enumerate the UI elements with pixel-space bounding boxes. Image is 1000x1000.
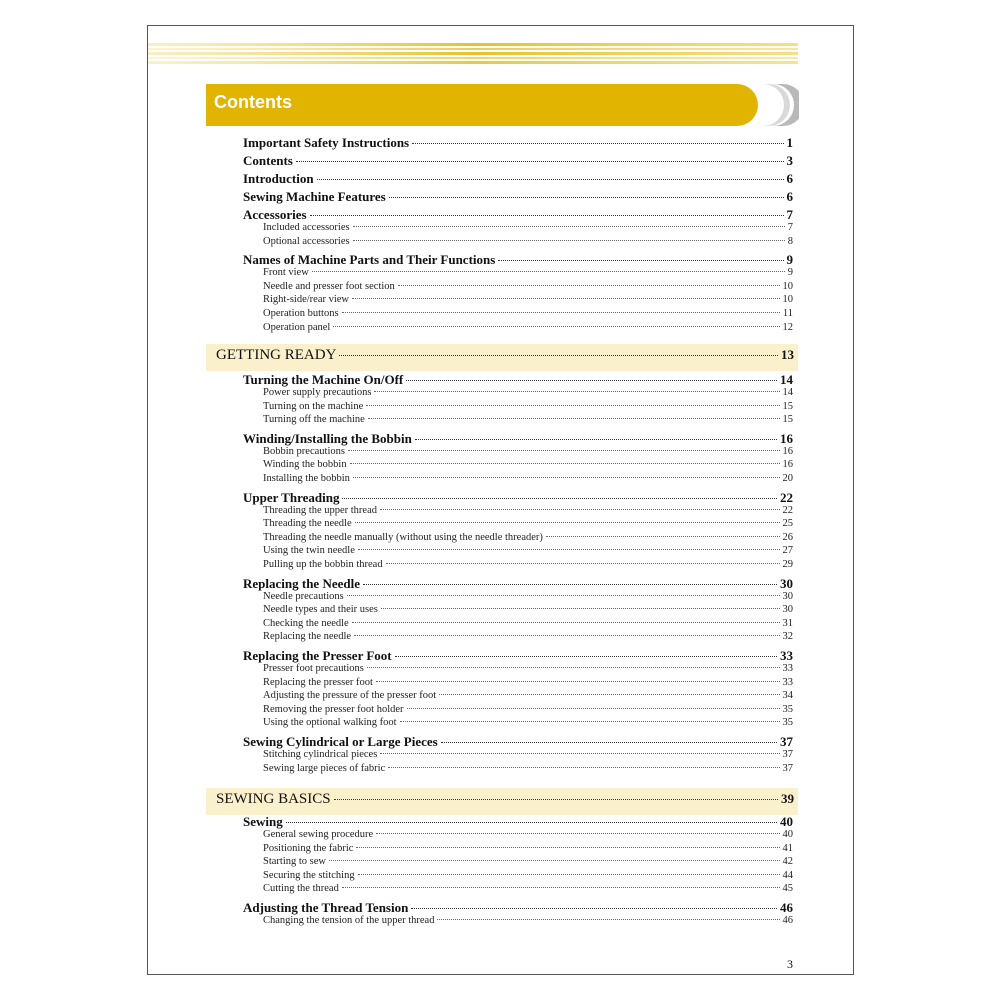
toc-entry-label: Using the twin needle — [263, 545, 355, 557]
toc-entry-label: Needle types and their uses — [263, 604, 378, 616]
toc-entry-label: Needle and presser foot section — [263, 280, 395, 292]
toc-entry-label: Replacing the presser foot — [263, 676, 373, 688]
dot-leader — [400, 721, 780, 722]
toc-subentry[interactable] — [263, 222, 793, 233]
section-sewing-basics[interactable] — [216, 791, 794, 808]
toc-entry-label: Stitching cylindrical pieces — [263, 749, 378, 760]
dot-leader — [348, 450, 780, 451]
toc-entry-page: 14 — [782, 387, 793, 398]
toc-subentry[interactable] — [263, 414, 793, 425]
toc-heading[interactable] — [243, 252, 793, 268]
toc-entry-page: 33 — [780, 648, 793, 663]
toc-entry-label: Optional accessories — [263, 235, 350, 247]
dot-leader — [437, 919, 779, 920]
toc-entry-label: SEWING BASICS — [216, 791, 331, 807]
toc-entry-label: Bobbin precautions — [263, 445, 345, 457]
dot-leader — [381, 608, 780, 609]
toc-heading[interactable] — [243, 734, 793, 750]
toc-heading[interactable] — [243, 189, 793, 205]
toc-entry-page: 46 — [780, 900, 793, 915]
toc-entry-label: Installing the bobbin — [263, 473, 350, 484]
toc-subentry[interactable] — [263, 677, 793, 688]
dot-leader — [334, 799, 778, 800]
toc-heading[interactable] — [243, 431, 793, 447]
dot-leader — [312, 271, 785, 272]
toc-entry-page: 22 — [782, 504, 793, 516]
toc-heading[interactable] — [243, 171, 793, 187]
toc-entry-page: 8 — [787, 235, 793, 247]
toc-entry-label: General sewing procedure — [263, 829, 374, 840]
toc-entry-page: 16 — [782, 459, 793, 471]
dot-leader — [353, 240, 785, 241]
page-title: Contents — [214, 92, 292, 112]
toc-entry-label: Turning off the machine — [263, 414, 365, 426]
toc-entry-page: 42 — [782, 856, 793, 868]
toc-heading[interactable] — [243, 490, 793, 506]
dot-leader — [347, 595, 780, 596]
toc-entry-page: 16 — [780, 430, 793, 446]
dot-leader — [407, 708, 780, 709]
toc-entry-label: Power supply precautions — [263, 387, 372, 398]
toc-subentry[interactable] — [263, 604, 793, 615]
dot-leader — [329, 860, 780, 861]
toc-entry-page: 1 — [786, 135, 793, 150]
toc-subentry[interactable] — [263, 387, 793, 398]
toc-subentry[interactable] — [263, 749, 793, 760]
toc-entry-page: 40 — [780, 814, 793, 829]
dot-leader — [353, 477, 780, 478]
toc-subentry[interactable] — [263, 870, 793, 881]
toc-entry-page: 34 — [782, 690, 793, 702]
dot-leader — [367, 667, 780, 668]
dot-leader — [386, 563, 780, 564]
toc-entry-label: Included accessories — [263, 222, 350, 233]
dot-leader — [342, 312, 780, 313]
toc-entry-label: Important Safety Instructions — [243, 135, 410, 150]
toc-entry-label: Winding/Installing the Bobbin — [243, 430, 412, 446]
toc-entry-label: Accessories — [243, 207, 307, 222]
dot-leader — [415, 439, 777, 440]
toc-entry-page: 30 — [780, 575, 793, 591]
toc-entry-page: 15 — [782, 400, 793, 412]
toc-entry-label: Threading the upper thread — [263, 504, 377, 516]
toc-subentry[interactable] — [263, 518, 793, 529]
toc-heading[interactable] — [243, 648, 793, 664]
toc-entry-page: 37 — [780, 734, 793, 749]
dot-leader — [342, 887, 780, 888]
toc-entry-label: Turning the Machine On/Off — [243, 372, 404, 387]
toc-subentry[interactable] — [263, 663, 793, 674]
toc-entry-page: 33 — [782, 676, 793, 688]
toc-subentry[interactable] — [263, 308, 793, 319]
toc-entry-page: 7 — [787, 222, 793, 233]
toc-entry-label: Sewing — [243, 814, 283, 829]
dot-leader — [366, 405, 779, 406]
toc-subentry[interactable] — [263, 236, 793, 247]
dot-leader — [296, 161, 784, 162]
dot-leader — [412, 143, 783, 144]
toc-entry-label: Sewing large pieces of fabric — [263, 762, 386, 774]
toc-subentry[interactable] — [263, 459, 793, 470]
toc-entry-page: 22 — [780, 489, 793, 505]
toc-subentry[interactable] — [263, 473, 793, 484]
toc-entry-page: 25 — [782, 518, 793, 530]
toc-subentry[interactable] — [263, 829, 793, 840]
toc-subentry[interactable] — [263, 559, 793, 570]
toc-heading[interactable] — [243, 207, 793, 223]
toc-entry-label: Pulling up the bobbin thread — [263, 559, 383, 570]
toc-entry-page: 32 — [782, 631, 793, 643]
toc-heading[interactable] — [243, 814, 793, 830]
toc-subentry[interactable] — [263, 856, 793, 867]
toc-entry-page: 9 — [787, 267, 793, 279]
dot-leader — [406, 380, 777, 381]
toc-entry-label: Presser foot precautions — [263, 663, 364, 674]
toc-entry-page: 30 — [782, 590, 793, 602]
toc-entry-page: 15 — [782, 414, 793, 426]
page-number: 3 — [787, 957, 793, 971]
toc-heading[interactable] — [243, 900, 793, 916]
toc-entry-label: Cutting the thread — [263, 883, 339, 895]
toc-entry-page: 45 — [782, 883, 793, 895]
toc-entry-label: Starting to sew — [263, 856, 326, 868]
toc-subentry[interactable] — [263, 322, 793, 333]
toc-entry-page: 7 — [786, 207, 793, 222]
toc-subentry[interactable] — [263, 883, 793, 894]
toc-entry-label: Adjusting the Thread Tension — [243, 900, 409, 915]
toc-subentry[interactable] — [263, 717, 793, 728]
toc-entry-label: Threading the needle manually (without using the needle threader) — [263, 531, 543, 543]
toc-entry-page: 44 — [782, 869, 793, 881]
toc-subentry[interactable] — [263, 843, 793, 854]
dot-leader — [358, 549, 780, 550]
toc-entry-page: 46 — [782, 915, 793, 926]
toc-entry-label: Winding the bobbin — [263, 459, 347, 471]
toc-entry-label: Front view — [263, 267, 309, 279]
toc-subentry[interactable] — [263, 281, 793, 292]
dot-leader — [354, 635, 779, 636]
toc-subentry[interactable] — [263, 915, 793, 926]
toc-entry-label: Operation buttons — [263, 308, 339, 319]
toc-entry-label: Replacing the needle — [263, 631, 352, 643]
toc-entry-label: GETTING READY — [216, 347, 337, 363]
toc-entry-label: Replacing the Presser Foot — [243, 648, 392, 663]
toc-entry-label: Contents — [243, 153, 293, 168]
dot-leader — [368, 418, 780, 419]
toc-entry-page: 20 — [782, 473, 793, 484]
dot-leader — [380, 509, 780, 510]
dot-leader — [350, 463, 780, 464]
toc-entry-page: 11 — [782, 308, 793, 319]
toc-subentry[interactable] — [263, 763, 793, 774]
dot-leader — [388, 767, 779, 768]
toc-entry-page: 10 — [782, 294, 793, 306]
toc-entry-page: 10 — [782, 280, 793, 292]
toc-entry-page: 33 — [782, 663, 793, 674]
toc-entry-label: Names of Machine Parts and Their Functions — [243, 252, 496, 268]
dot-leader — [352, 298, 779, 299]
toc-subentry[interactable] — [263, 267, 793, 278]
toc-entry-label: Sewing Machine Features — [243, 189, 386, 204]
table-of-contents — [148, 26, 853, 974]
toc-entry-label: Securing the stitching — [263, 869, 355, 881]
toc-entry-page: 40 — [782, 829, 793, 840]
dot-leader — [363, 584, 777, 585]
toc-entry-label: Changing the tension of the upper thread — [263, 915, 435, 926]
toc-entry-label: Sewing Cylindrical or Large Pieces — [243, 734, 438, 749]
toc-subentry[interactable] — [263, 446, 793, 457]
toc-entry-label: Right-side/rear view — [263, 294, 350, 306]
toc-entry-page: 35 — [782, 717, 793, 729]
dot-leader — [389, 197, 784, 198]
dot-leader — [376, 833, 779, 834]
dot-leader — [411, 908, 777, 909]
section-getting-ready[interactable] — [216, 347, 794, 364]
toc-entry-label: Checking the needle — [263, 617, 349, 629]
toc-entry-page: 27 — [782, 545, 793, 557]
toc-entry-label: Replacing the Needle — [243, 575, 360, 591]
toc-entry-page: 35 — [782, 703, 793, 715]
toc-entry-label: Needle precautions — [263, 590, 344, 602]
dot-leader — [358, 874, 780, 875]
toc-entry-page: 12 — [782, 321, 793, 333]
toc-subentry[interactable] — [263, 704, 793, 715]
toc-entry-label: Adjusting the pressure of the presser foot — [263, 690, 437, 702]
toc-subentry[interactable] — [263, 690, 793, 701]
toc-entry-page: 13 — [781, 347, 794, 362]
toc-heading[interactable] — [243, 576, 793, 592]
toc-entry-label: Positioning the fabric — [263, 842, 354, 854]
toc-entry-page: 31 — [782, 617, 793, 629]
toc-entry-page: 41 — [782, 842, 793, 854]
document-page — [147, 25, 854, 975]
toc-entry-label: Operation panel — [263, 321, 331, 333]
toc-entry-page: 37 — [782, 762, 793, 774]
toc-subentry[interactable] — [263, 545, 793, 556]
dot-leader — [498, 260, 783, 261]
toc-entry-page: 30 — [782, 604, 793, 616]
toc-entry-page: 26 — [782, 531, 793, 543]
toc-heading[interactable] — [243, 153, 793, 169]
dot-leader — [352, 622, 780, 623]
toc-entry-page: 37 — [782, 749, 793, 760]
dot-leader — [353, 226, 785, 227]
toc-subentry[interactable] — [263, 401, 793, 412]
dot-leader — [398, 285, 780, 286]
toc-subentry[interactable] — [263, 618, 793, 629]
dot-leader — [333, 326, 779, 327]
toc-subentry[interactable] — [263, 631, 793, 642]
toc-subentry[interactable] — [263, 591, 793, 602]
toc-entry-label: Turning on the machine — [263, 400, 364, 412]
toc-entry-label: Threading the needle — [263, 518, 352, 530]
toc-entry-page: 9 — [786, 252, 793, 268]
dot-leader — [356, 847, 779, 848]
toc-subentry[interactable] — [263, 505, 793, 516]
dot-leader — [374, 391, 779, 392]
toc-entry-page: 16 — [782, 445, 793, 457]
dot-leader — [317, 179, 784, 180]
dot-leader — [546, 536, 780, 537]
dot-leader — [380, 753, 779, 754]
toc-entry-page: 14 — [780, 372, 793, 387]
dot-leader — [355, 522, 780, 523]
dot-leader — [342, 498, 777, 499]
toc-heading[interactable] — [243, 372, 793, 388]
dot-leader — [395, 656, 777, 657]
toc-entry-label: Removing the presser foot holder — [263, 703, 404, 715]
toc-heading[interactable] — [243, 135, 793, 151]
toc-entry-label: Introduction — [243, 171, 314, 186]
toc-entry-label: Upper Threading — [243, 489, 340, 505]
dot-leader — [339, 355, 778, 356]
toc-entry-page: 3 — [786, 153, 793, 168]
dot-leader — [286, 822, 777, 823]
dot-leader — [441, 742, 777, 743]
toc-subentry[interactable] — [263, 532, 793, 543]
toc-entry-page: 29 — [782, 559, 793, 570]
toc-entry-page: 6 — [786, 171, 793, 186]
toc-entry-label: Using the optional walking foot — [263, 717, 397, 729]
dot-leader — [310, 215, 784, 216]
toc-subentry[interactable] — [263, 294, 793, 305]
toc-entry-page: 6 — [786, 189, 793, 204]
toc-entry-page: 39 — [781, 791, 794, 806]
dot-leader — [376, 681, 780, 682]
dot-leader — [439, 694, 779, 695]
